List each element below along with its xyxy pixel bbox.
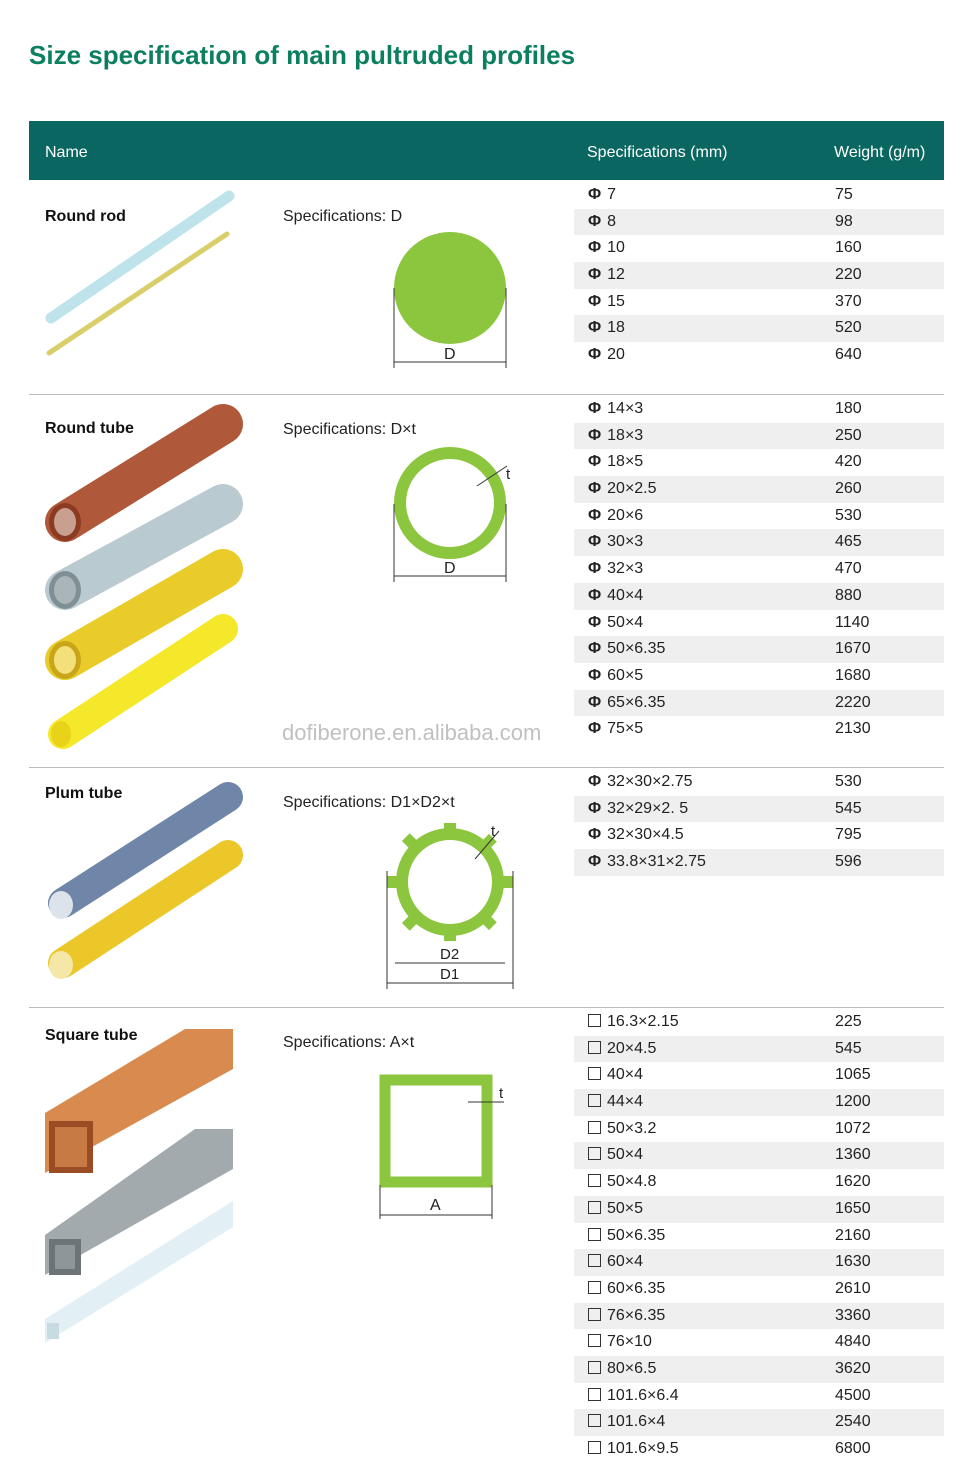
diameter-symbol-icon: Φ — [588, 693, 602, 711]
table-row — [574, 235, 944, 262]
weight-cell: 3620 — [835, 1359, 871, 1377]
weight-cell: 2130 — [835, 720, 871, 738]
diagram-label-t: t — [491, 823, 496, 840]
weight-cell: 420 — [835, 453, 862, 471]
spec-value: 50×4 — [607, 1146, 644, 1164]
square-symbol-icon — [588, 1067, 601, 1080]
spec-cell — [588, 614, 643, 632]
spec-value: 18×3 — [607, 426, 644, 444]
spec-cell — [588, 720, 643, 738]
spec-value: 50×3.2 — [607, 1119, 657, 1137]
square-symbol-icon — [588, 1041, 601, 1054]
spec-cell — [588, 1387, 679, 1405]
table-row — [574, 503, 944, 530]
spec-value: 50×6.35 — [607, 640, 666, 658]
diagram-label-d: D — [444, 346, 456, 363]
spec-value: 18 — [607, 319, 625, 337]
diameter-symbol-icon: Φ — [588, 799, 602, 817]
spec-cell — [588, 1413, 665, 1431]
spec-cell — [588, 800, 688, 818]
diameter-symbol-icon: Φ — [588, 346, 602, 364]
weight-cell: 596 — [835, 853, 862, 871]
weight-cell: 1630 — [835, 1253, 871, 1271]
table-row — [574, 556, 944, 583]
square-symbol-icon — [588, 1201, 601, 1214]
spec-value: 8 — [607, 212, 617, 230]
square-symbol-icon — [588, 1121, 601, 1134]
square-symbol-icon — [588, 1281, 601, 1294]
table-row — [574, 796, 944, 823]
table-row — [574, 690, 944, 717]
spec-cell — [588, 1013, 679, 1031]
diameter-symbol-icon: Φ — [588, 640, 602, 658]
table-row — [574, 449, 944, 476]
table-row — [574, 610, 944, 637]
spec-cell — [588, 239, 625, 257]
weight-cell: 465 — [835, 533, 862, 551]
weight-cell: 1140 — [835, 613, 870, 631]
spec-cell — [588, 1200, 643, 1218]
weight-cell: 1360 — [835, 1146, 871, 1164]
table-row — [574, 182, 944, 209]
spec-cell — [588, 1093, 643, 1111]
spec-cell — [588, 213, 616, 231]
table-row — [574, 342, 944, 369]
spec-cell — [588, 1227, 665, 1245]
spec-value: 60×5 — [607, 666, 644, 684]
square-symbol-icon — [588, 1174, 601, 1187]
diameter-symbol-icon: Φ — [588, 266, 602, 284]
spec-cell — [588, 587, 643, 605]
table-header — [29, 121, 944, 180]
diameter-symbol-icon: Φ — [588, 666, 602, 684]
spec-cell — [588, 560, 643, 578]
spec-value: 32×30×4.5 — [607, 826, 684, 844]
weight-cell: 260 — [835, 480, 862, 498]
spec-cell — [588, 533, 643, 551]
spec-value: 7 — [607, 186, 617, 203]
diameter-symbol-icon: Φ — [588, 292, 602, 310]
weight-cell: 2610 — [835, 1279, 871, 1297]
spec-value: 80×6.5 — [607, 1359, 657, 1377]
section-name: Plum tube — [45, 785, 123, 802]
table-row — [574, 1116, 944, 1143]
table-row — [574, 583, 944, 610]
diameter-symbol-icon: Φ — [588, 186, 602, 203]
weight-cell: 2540 — [835, 1413, 871, 1431]
divider — [29, 1007, 944, 1008]
spec-cell — [588, 1440, 679, 1458]
spec-cell — [588, 1120, 656, 1138]
weight-cell: 370 — [835, 292, 862, 310]
spec-value: 76×10 — [607, 1333, 652, 1351]
spec-cell — [588, 319, 625, 337]
weight-cell: 1200 — [835, 1093, 871, 1111]
spec-value: 50×4 — [607, 613, 644, 631]
plum-tube-image — [43, 783, 253, 983]
diagram-label-d: D — [444, 560, 456, 577]
spec-cell — [588, 453, 643, 471]
spec-value: 65×6.35 — [607, 693, 666, 711]
spec-value: 20×2.5 — [607, 480, 657, 498]
diameter-symbol-icon: Φ — [588, 853, 602, 871]
spec-value: 101.6×4 — [607, 1413, 666, 1431]
table-row — [574, 663, 944, 690]
table-row — [574, 1196, 944, 1223]
square-symbol-icon — [588, 1228, 601, 1241]
weight-cell: 545 — [835, 1039, 862, 1057]
square-symbol-icon — [588, 1361, 601, 1374]
weight-cell: 1072 — [835, 1119, 871, 1137]
spec-cell — [588, 1360, 656, 1378]
section-square-tube — [29, 1009, 944, 1458]
weight-cell: 4840 — [835, 1333, 871, 1351]
spec-cell — [588, 773, 693, 791]
diameter-symbol-icon: Φ — [588, 533, 602, 551]
table-row — [574, 1036, 944, 1063]
table-row — [574, 209, 944, 236]
section-name: Round tube — [45, 420, 134, 437]
table-row — [574, 1223, 944, 1250]
diameter-symbol-icon: Φ — [588, 319, 602, 337]
spec-value: 15 — [607, 292, 625, 310]
spec-rows — [574, 1009, 944, 1458]
spec-value: 18×5 — [607, 453, 644, 471]
table-row — [574, 769, 944, 796]
weight-cell: 160 — [835, 239, 862, 257]
weight-cell: 1065 — [835, 1066, 871, 1084]
spec-value: 75×5 — [607, 720, 644, 738]
table-row — [574, 1062, 944, 1089]
divider — [29, 394, 944, 395]
weight-cell: 2220 — [835, 693, 871, 711]
spec-label: Specifications: D×t — [283, 421, 416, 438]
spec-label: Specifications: A×t — [283, 1034, 415, 1051]
spec-value: 60×6.35 — [607, 1279, 666, 1297]
spec-cell — [588, 1040, 656, 1058]
diagram-label-d2: D2 — [440, 946, 460, 963]
spec-cell — [588, 640, 665, 658]
diameter-symbol-icon: Φ — [588, 480, 602, 498]
section-name: Square tube — [45, 1027, 138, 1044]
spec-value: 12 — [607, 266, 625, 284]
spec-value: 20×4.5 — [607, 1039, 657, 1057]
spec-cell — [588, 480, 657, 498]
diagram-label-t: t — [506, 466, 511, 483]
spec-cell — [588, 266, 625, 284]
spec-label: Specifications: D — [283, 208, 403, 225]
header-weight: Weight (g/m) — [834, 144, 926, 161]
table-row — [574, 636, 944, 663]
spec-value: 32×3 — [607, 560, 644, 578]
weight-cell: 470 — [835, 560, 862, 578]
section-round-tube — [29, 396, 944, 766]
spec-value: 50×5 — [607, 1199, 644, 1217]
diameter-symbol-icon: Φ — [588, 426, 602, 444]
weight-cell: 180 — [835, 400, 862, 417]
square-tube-diagram — [380, 1075, 510, 1225]
spec-cell — [588, 1307, 665, 1325]
diameter-symbol-icon: Φ — [588, 239, 602, 257]
weight-cell: 75 — [835, 186, 853, 203]
square-symbol-icon — [588, 1414, 601, 1427]
table-row — [574, 315, 944, 342]
spec-cell — [588, 853, 706, 871]
watermark: dofiberone.en.alibaba.com — [282, 720, 542, 745]
spec-cell — [588, 826, 684, 844]
diameter-symbol-icon: Φ — [588, 773, 602, 790]
weight-cell: 530 — [835, 773, 862, 790]
table-row — [574, 262, 944, 289]
weight-cell: 2160 — [835, 1226, 871, 1244]
weight-cell: 1680 — [835, 666, 871, 684]
spec-value: 101.6×6.4 — [607, 1386, 679, 1404]
square-symbol-icon — [588, 1254, 601, 1267]
spec-cell — [588, 427, 643, 445]
round-tube-image — [43, 404, 253, 754]
spec-cell — [588, 186, 616, 204]
spec-cell — [588, 1280, 665, 1298]
spec-cell — [588, 667, 643, 685]
table-row — [574, 1356, 944, 1383]
header-name: Name — [45, 144, 88, 161]
spec-rows — [574, 769, 944, 876]
table-row — [574, 1249, 944, 1276]
spec-value: 76×6.35 — [607, 1306, 666, 1324]
square-symbol-icon — [588, 1308, 601, 1321]
table-row — [574, 396, 944, 423]
table-row — [574, 849, 944, 876]
weight-cell: 1670 — [835, 640, 871, 658]
divider — [29, 767, 944, 768]
table-row — [574, 1303, 944, 1330]
square-symbol-icon — [588, 1334, 601, 1347]
spec-value: 30×3 — [607, 533, 644, 551]
spec-label: Specifications: D1×D2×t — [283, 794, 455, 811]
spec-cell — [588, 400, 643, 418]
table-row — [574, 822, 944, 849]
spec-value: 10 — [607, 239, 625, 257]
square-tube-image — [45, 1029, 245, 1349]
spec-rows — [574, 182, 944, 369]
spec-value: 20 — [607, 346, 625, 364]
spec-cell — [588, 1066, 643, 1084]
spec-value: 33.8×31×2.75 — [607, 853, 706, 871]
weight-cell: 530 — [835, 506, 862, 524]
table-row — [574, 716, 944, 743]
weight-cell: 4500 — [835, 1386, 871, 1404]
weight-cell: 520 — [835, 319, 862, 337]
diameter-symbol-icon: Φ — [588, 586, 602, 604]
table-row — [574, 1383, 944, 1410]
spec-cell — [588, 1173, 656, 1191]
diameter-symbol-icon: Φ — [588, 826, 602, 844]
section-plum-tube — [29, 769, 944, 1007]
spec-cell — [588, 1333, 652, 1351]
table-row — [574, 1409, 944, 1436]
round-rod-image — [43, 190, 243, 360]
square-symbol-icon — [588, 1014, 601, 1027]
square-symbol-icon — [588, 1147, 601, 1160]
section-name: Round rod — [45, 208, 126, 225]
square-symbol-icon — [588, 1441, 601, 1454]
spec-cell — [588, 346, 625, 364]
diameter-symbol-icon: Φ — [588, 560, 602, 578]
diagram-label-t: t — [499, 1085, 504, 1102]
table-row — [574, 1436, 944, 1458]
spec-cell — [588, 1253, 643, 1271]
spec-cell — [588, 293, 625, 311]
table-row — [574, 423, 944, 450]
square-symbol-icon — [588, 1388, 601, 1401]
square-symbol-icon — [588, 1094, 601, 1107]
weight-cell: 225 — [835, 1013, 862, 1030]
spec-value: 20×6 — [607, 506, 644, 524]
spec-value: 50×6.35 — [607, 1226, 666, 1244]
table-row — [574, 476, 944, 503]
spec-cell — [588, 507, 643, 525]
diameter-symbol-icon: Φ — [588, 453, 602, 471]
weight-cell: 98 — [835, 212, 853, 230]
weight-cell: 6800 — [835, 1440, 871, 1457]
page-title: Size specification of main pultruded profiles — [29, 40, 576, 70]
diameter-symbol-icon: Φ — [588, 720, 602, 738]
header-specifications: Specifications (mm) — [587, 144, 728, 161]
spec-cell — [588, 694, 665, 712]
spec-value: 50×4.8 — [607, 1173, 657, 1191]
diameter-symbol-icon: Φ — [588, 613, 602, 631]
weight-cell: 1620 — [835, 1173, 871, 1191]
weight-cell: 640 — [835, 346, 862, 364]
table-row — [574, 1142, 944, 1169]
spec-value: 32×29×2. 5 — [607, 799, 689, 817]
weight-cell: 250 — [835, 426, 862, 444]
spec-value: 44×4 — [607, 1093, 644, 1111]
spec-value: 14×3 — [607, 400, 644, 417]
table-row — [574, 1009, 944, 1036]
spec-value: 60×4 — [607, 1253, 644, 1271]
diagram-label-a: A — [430, 1197, 441, 1214]
weight-cell: 1650 — [835, 1199, 871, 1217]
table-row — [574, 1329, 944, 1356]
section-round-rod — [29, 182, 944, 394]
table-row — [574, 1089, 944, 1116]
spec-value: 101.6×9.5 — [607, 1440, 679, 1457]
spec-value: 16.3×2.15 — [607, 1013, 679, 1030]
spec-value: 32×30×2.75 — [607, 773, 693, 790]
weight-cell: 795 — [835, 826, 862, 844]
weight-cell: 880 — [835, 586, 862, 604]
table-row — [574, 289, 944, 316]
diameter-symbol-icon: Φ — [588, 400, 602, 417]
table-row — [574, 529, 944, 556]
table-row — [574, 1276, 944, 1303]
spec-cell — [588, 1146, 643, 1164]
weight-cell: 3360 — [835, 1306, 871, 1324]
spec-value: 40×4 — [607, 1066, 644, 1084]
diameter-symbol-icon: Φ — [588, 506, 602, 524]
diagram-label-d1: D1 — [440, 966, 460, 983]
weight-cell: 220 — [835, 266, 862, 284]
diameter-symbol-icon: Φ — [588, 212, 602, 230]
weight-cell: 545 — [835, 799, 862, 817]
table-row — [574, 1169, 944, 1196]
spec-value: 40×4 — [607, 586, 644, 604]
spec-rows — [574, 396, 944, 743]
